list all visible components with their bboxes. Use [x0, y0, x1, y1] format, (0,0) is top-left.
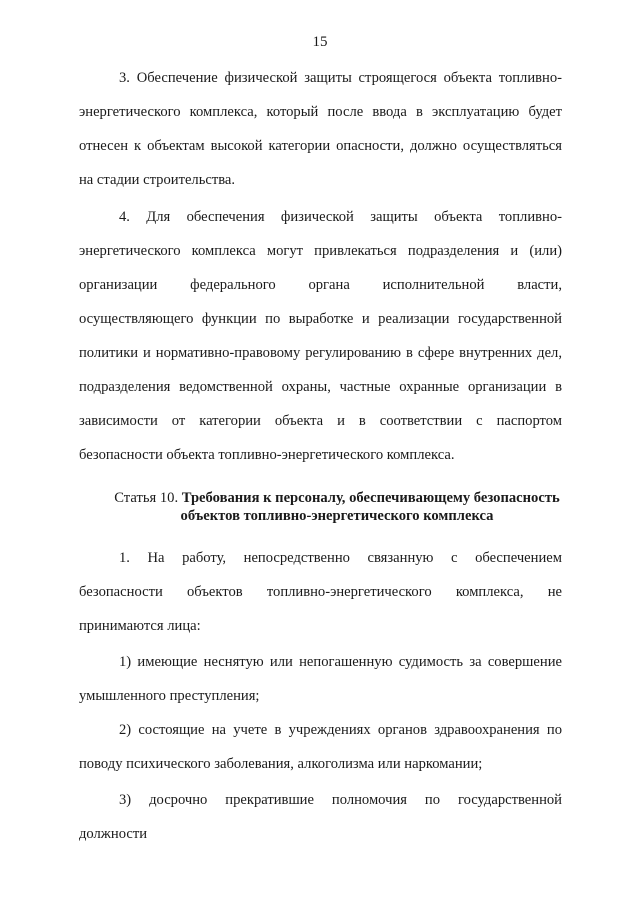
article-paragraph-1: 1. На работу, непосредственно связанную с обеспечением безопасности объектов топливно-энергетического комплекса, не принимаются лица:	[79, 550, 562, 634]
list-item-2: 2) состоящие на учете в учреждениях органов здравоохранения по поводу психического заболевания, алкоголизма или наркомании;	[79, 722, 562, 772]
list-item-1: 1) имеющие неснятую или непогашенную судимость за совершение умышленного преступления;	[79, 654, 562, 704]
article-title-part-2: объектов топливно-энергетического комплекса	[180, 508, 494, 524]
paragraph-4: 4. Для обеспечения физической защиты объекта топливно-энергетического комплекса могут привлекаться подразделения и (или) организации федерального органа исполнительной власти, осуществляющего функции по выработке и реализации государственной политики и нормативно-правовому регулированию в сфере внутренних дел, подразделения ведомственной охраны, частные охранные организации в зависимости от категории объекта и в соответствии с паспортом безопасности объекта топливно-энергетического комплекса.	[79, 209, 562, 463]
list-item-3: 3) досрочно прекратившие полномочия по государственной должности	[79, 792, 562, 842]
paragraph-3: 3. Обеспечение физической защиты строящегося объекта топливно-энергетического комплекса, который после ввода в эксплуатацию будет отнесен к объектам высокой категории опасности, должно осуществляться на стадии строительства.	[79, 70, 562, 188]
article-title-part-1: Требования к персоналу, обеспечивающему безопасность	[181, 490, 560, 506]
article-heading	[112, 489, 562, 525]
article-heading-line-1	[112, 489, 562, 507]
article-number: Статья 10.	[114, 490, 179, 506]
page-number: 15	[312, 34, 328, 50]
